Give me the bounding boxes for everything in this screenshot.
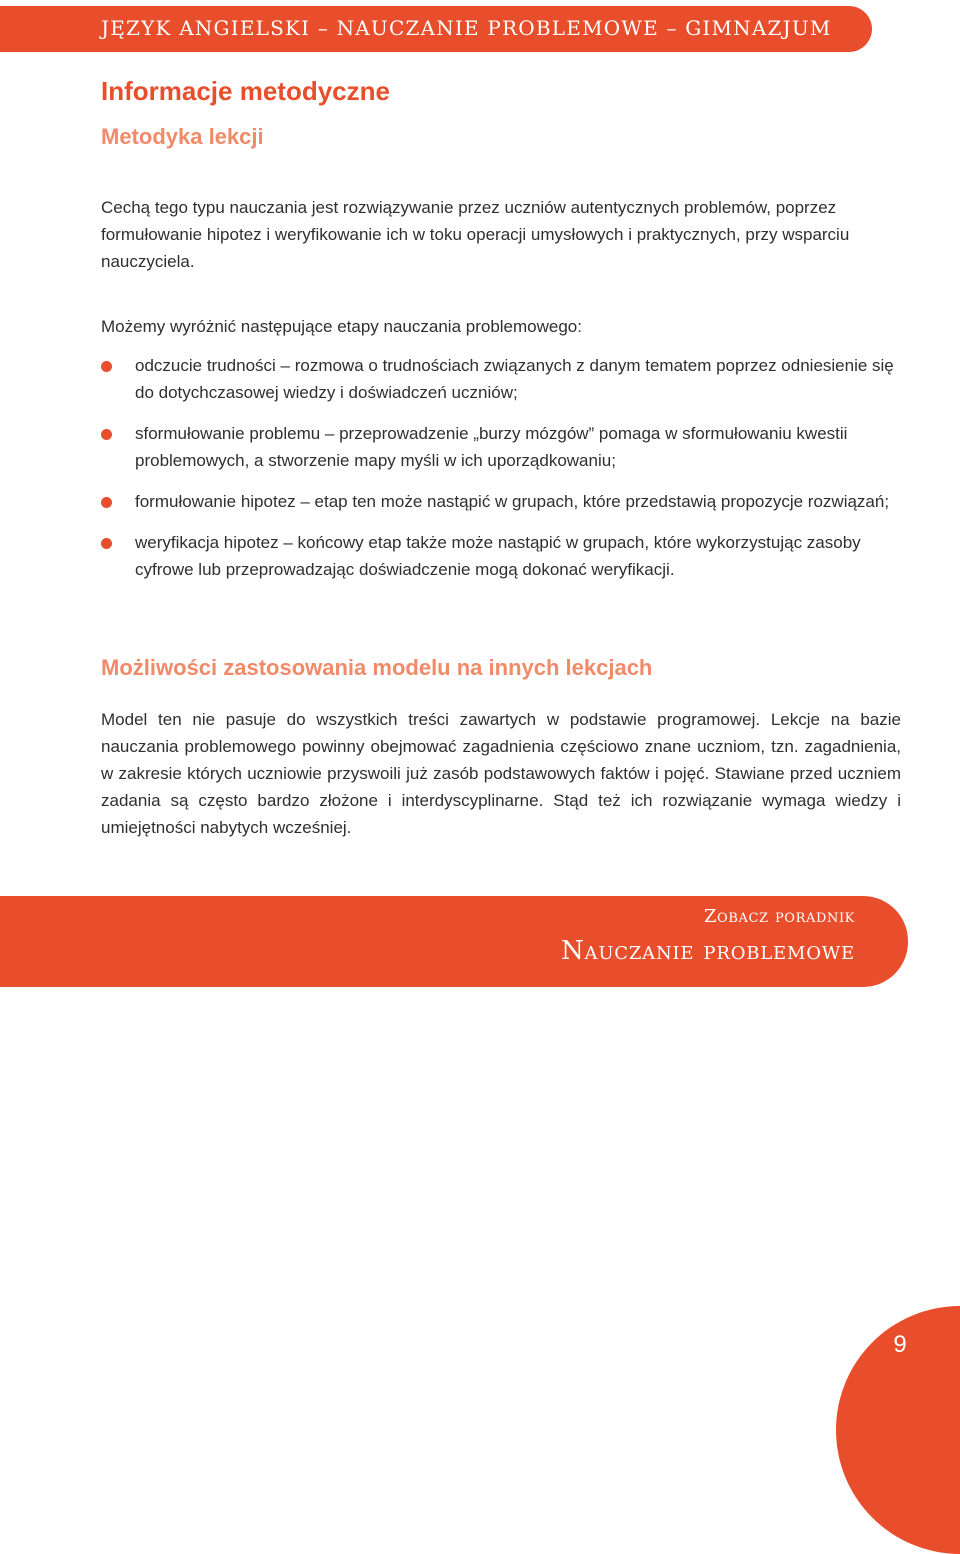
bullet-icon bbox=[101, 361, 112, 372]
stages-list bbox=[101, 352, 901, 597]
list-item-text: formułowanie hipotez – etap ten może nastąpić w grupach, które przedstawią propozycje rozwiązań; bbox=[135, 492, 890, 511]
applications-heading: Możliwości zastosowania modelu na innych lekcjach bbox=[101, 655, 653, 680]
applications-paragraph: Model ten nie pasuje do wszystkich treści zawartych w podstawie programowej. Lekcje na bazie nauczania problemowego powinny obejmować zagadnienia częściowo znane uczniom, tzn. zagadnienia, w zakresie których uczniowie przyswoili już zasób podstawowych faktów i pojęć. Stawiane przed uczniem zadania są często bardzo złożone i interdyscyplinarne. Stąd też ich rozwiązanie wymaga wiedzy i umiejętności nabytych wcześniej. bbox=[101, 710, 901, 837]
list-item-text: sformułowanie problemu – przeprowadzenie „burzy mózgów” pomaga w sformułowaniu kwestii problemowych, a stworzenie mapy myśli w ich uporządkowaniu; bbox=[135, 424, 848, 470]
bullet-icon bbox=[101, 429, 112, 440]
bullet-icon bbox=[101, 497, 112, 508]
header-title: JĘZYK ANGIELSKI – NAUCZANIE PROBLEMOWE – GIMNAZJUM bbox=[101, 16, 832, 40]
list-item bbox=[101, 352, 901, 406]
intro-paragraph: Cechą tego typu nauczania jest rozwiązywanie przez uczniów autentycznych problemów, poprzez formułowanie hipotez i weryfikowanie ich w toku operacji umysłowych i praktycznych, przy wsparciu nauczyciela. bbox=[101, 198, 850, 271]
list-item bbox=[101, 488, 901, 515]
guide-name-link[interactable]: Nauczanie problemowe bbox=[560, 936, 855, 966]
section-subtitle: Metodyka lekcji bbox=[101, 124, 264, 149]
list-item-text: weryfikacja hipotez – końcowy etap także może nastąpić w grupach, które wykorzystując zasoby cyfrowe lub przeprowadzając doświadczenie mogą dokonać weryfikacji. bbox=[135, 533, 861, 579]
stages-intro: Możemy wyróżnić następujące etapy nauczania problemowego: bbox=[101, 317, 582, 336]
see-guide-label[interactable]: Zobacz poradnik bbox=[703, 906, 855, 927]
bullet-icon bbox=[101, 538, 112, 549]
page-number: 9 bbox=[893, 1331, 907, 1358]
section-title: Informacje metodyczne bbox=[101, 76, 390, 106]
list-item bbox=[101, 420, 901, 474]
list-item-text: odczucie trudności – rozmowa o trudnościach związanych z danym tematem poprzez odniesienie się do dotychczasowej wiedzy i doświadczeń uczniów; bbox=[135, 356, 894, 402]
list-item bbox=[101, 529, 901, 583]
